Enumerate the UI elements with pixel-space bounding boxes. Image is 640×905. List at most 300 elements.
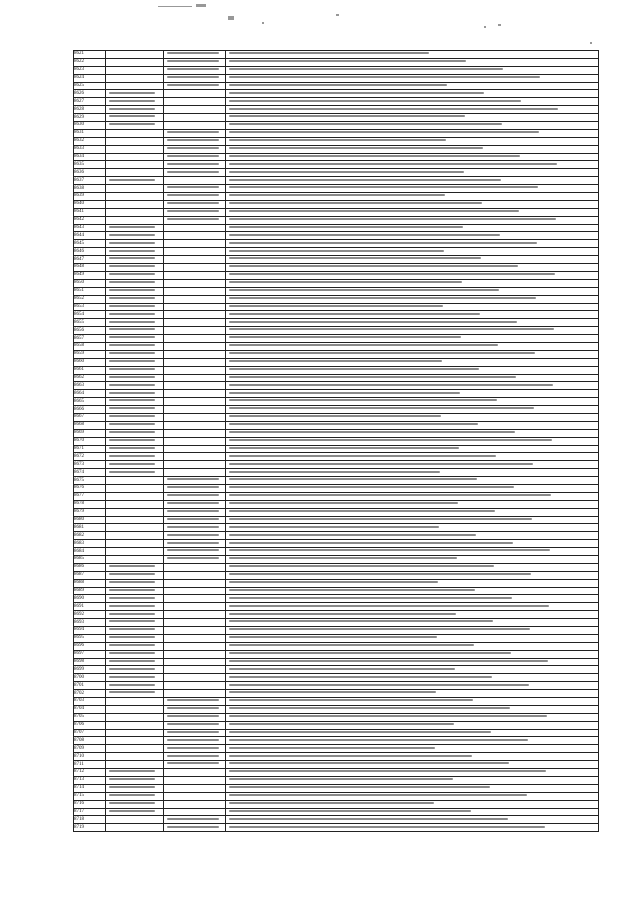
address-cell: [226, 437, 599, 445]
table-row: [74, 232, 599, 240]
table-row: [74, 137, 599, 145]
cadastral-number-cell: [106, 453, 164, 461]
row-number: 8667: [74, 413, 106, 421]
table-row: [74, 327, 599, 335]
table-row: [74, 461, 599, 469]
cadastral-number-cell: [164, 421, 226, 429]
cadastral-number-cell: [164, 508, 226, 516]
cadastral-number-cell: [164, 311, 226, 319]
cadastral-number-cell: [164, 571, 226, 579]
table-row: [74, 469, 599, 477]
row-number: 8621: [74, 51, 106, 59]
cadastral-number-cell: [106, 90, 164, 98]
address-cell: [226, 492, 599, 500]
address-cell: [226, 122, 599, 130]
cadastral-number-cell: [164, 563, 226, 571]
address-cell: [226, 705, 599, 713]
cadastral-number-cell: [106, 248, 164, 256]
row-number: 8653: [74, 303, 106, 311]
table-row: [74, 737, 599, 745]
table-row: [74, 540, 599, 548]
table-row: [74, 350, 599, 358]
address-cell: [226, 477, 599, 485]
row-number: 8637: [74, 177, 106, 185]
row-number: 8673: [74, 461, 106, 469]
cadastral-number-cell: [164, 358, 226, 366]
address-cell: [226, 256, 599, 264]
row-number: 8684: [74, 548, 106, 556]
address-cell: [226, 563, 599, 571]
cadastral-number-cell: [106, 721, 164, 729]
row-number: 8707: [74, 729, 106, 737]
address-cell: [226, 769, 599, 777]
address-cell: [226, 319, 599, 327]
cadastral-number-cell: [164, 169, 226, 177]
address-cell: [226, 295, 599, 303]
cadastral-number-cell: [164, 287, 226, 295]
address-cell: [226, 58, 599, 66]
cadastral-number-cell: [164, 264, 226, 272]
table-row: [74, 650, 599, 658]
cadastral-number-cell: [106, 350, 164, 358]
address-cell: [226, 690, 599, 698]
table-row: [74, 216, 599, 224]
row-number: 8656: [74, 327, 106, 335]
row-number: 8699: [74, 666, 106, 674]
address-cell: [226, 185, 599, 193]
row-number: 8703: [74, 698, 106, 706]
row-number: 8630: [74, 122, 106, 130]
cadastral-number-cell: [164, 674, 226, 682]
row-number: 8642: [74, 216, 106, 224]
cadastral-number-cell: [164, 603, 226, 611]
cadastral-number-cell: [164, 492, 226, 500]
address-cell: [226, 398, 599, 406]
row-number: 8695: [74, 634, 106, 642]
cadastral-number-cell: [106, 82, 164, 90]
table-row: [74, 761, 599, 769]
address-cell: [226, 358, 599, 366]
cadastral-number-cell: [164, 114, 226, 122]
address-cell: [226, 216, 599, 224]
table-row: [74, 248, 599, 256]
row-number: 8628: [74, 106, 106, 114]
address-cell: [226, 800, 599, 808]
row-number: 8654: [74, 311, 106, 319]
table-row: [74, 824, 599, 832]
table-row: [74, 358, 599, 366]
row-number: 8701: [74, 682, 106, 690]
row-number: 8660: [74, 358, 106, 366]
table-row: [74, 753, 599, 761]
address-cell: [226, 461, 599, 469]
cadastral-number-cell: [164, 540, 226, 548]
cadastral-number-cell: [106, 516, 164, 524]
table-row: [74, 516, 599, 524]
row-number: 8644: [74, 232, 106, 240]
row-number: 8700: [74, 674, 106, 682]
cadastral-number-cell: [106, 216, 164, 224]
table-row: [74, 666, 599, 674]
cadastral-number-cell: [164, 800, 226, 808]
cadastral-number-cell: [106, 319, 164, 327]
cadastral-number-cell: [106, 753, 164, 761]
cadastral-number-cell: [164, 161, 226, 169]
table-row: [74, 279, 599, 287]
cadastral-number-cell: [164, 713, 226, 721]
table-row: [74, 303, 599, 311]
table-row: [74, 769, 599, 777]
cadastral-number-cell: [106, 66, 164, 74]
row-number: 8638: [74, 185, 106, 193]
row-number: 8624: [74, 74, 106, 82]
cadastral-number-cell: [106, 303, 164, 311]
cadastral-number-cell: [164, 721, 226, 729]
cadastral-number-cell: [164, 658, 226, 666]
cadastral-number-cell: [106, 500, 164, 508]
row-number: 8626: [74, 90, 106, 98]
row-number: 8681: [74, 524, 106, 532]
cadastral-number-cell: [106, 705, 164, 713]
address-cell: [226, 540, 599, 548]
table-row: [74, 240, 599, 248]
table-row: [74, 627, 599, 635]
address-cell: [226, 129, 599, 137]
table-row: [74, 161, 599, 169]
row-number: 8705: [74, 713, 106, 721]
row-number: 8702: [74, 690, 106, 698]
address-cell: [226, 66, 599, 74]
cadastral-number-cell: [106, 398, 164, 406]
cadastral-number-cell: [106, 587, 164, 595]
table-row: [74, 674, 599, 682]
cadastral-number-cell: [164, 524, 226, 532]
address-cell: [226, 792, 599, 800]
table-row: [74, 74, 599, 82]
row-number: 8655: [74, 319, 106, 327]
row-number: 8640: [74, 200, 106, 208]
cadastral-number-cell: [106, 776, 164, 784]
table-row: [74, 776, 599, 784]
cadastral-number-cell: [164, 784, 226, 792]
cadastral-number-cell: [164, 682, 226, 690]
row-number: 8643: [74, 224, 106, 232]
table-row: [74, 634, 599, 642]
cadastral-number-cell: [106, 240, 164, 248]
table-row: [74, 532, 599, 540]
cadastral-number-cell: [164, 548, 226, 556]
row-number: 8672: [74, 453, 106, 461]
address-cell: [226, 579, 599, 587]
cadastral-number-cell: [164, 461, 226, 469]
address-cell: [226, 776, 599, 784]
cadastral-number-cell: [106, 279, 164, 287]
address-cell: [226, 374, 599, 382]
table-row: [74, 619, 599, 627]
cadastral-number-cell: [106, 106, 164, 114]
cadastral-number-cell: [106, 698, 164, 706]
table-row: [74, 271, 599, 279]
cadastral-number-cell: [164, 335, 226, 343]
table-row: [74, 690, 599, 698]
row-number: 8686: [74, 563, 106, 571]
cadastral-number-cell: [106, 761, 164, 769]
cadastral-number-cell: [164, 390, 226, 398]
table-row: [74, 413, 599, 421]
row-number: 8668: [74, 421, 106, 429]
cadastral-number-cell: [164, 98, 226, 106]
row-number: 8669: [74, 429, 106, 437]
cadastral-number-cell: [164, 58, 226, 66]
row-number: 8704: [74, 705, 106, 713]
table-row: [74, 51, 599, 59]
cadastral-number-cell: [106, 137, 164, 145]
cadastral-number-cell: [164, 177, 226, 185]
table-row: [74, 745, 599, 753]
table-row: [74, 603, 599, 611]
cadastral-number-cell: [164, 200, 226, 208]
scan-artifacts: [0, 0, 640, 50]
table-row: [74, 721, 599, 729]
table-row: [74, 698, 599, 706]
row-number: 8708: [74, 737, 106, 745]
cadastral-number-cell: [106, 674, 164, 682]
table-row: [74, 129, 599, 137]
table-row: [74, 477, 599, 485]
cadastral-number-cell: [164, 500, 226, 508]
cadastral-number-cell: [106, 603, 164, 611]
table-row: [74, 193, 599, 201]
cadastral-number-cell: [164, 690, 226, 698]
cadastral-number-cell: [106, 524, 164, 532]
cadastral-number-cell: [164, 90, 226, 98]
cadastral-number-cell: [106, 548, 164, 556]
address-cell: [226, 761, 599, 769]
cadastral-number-cell: [164, 374, 226, 382]
address-cell: [226, 737, 599, 745]
cadastral-number-cell: [106, 161, 164, 169]
row-number: 8717: [74, 808, 106, 816]
row-number: 8711: [74, 761, 106, 769]
address-cell: [226, 516, 599, 524]
row-number: 8709: [74, 745, 106, 753]
row-number: 8648: [74, 264, 106, 272]
cadastral-number-cell: [164, 516, 226, 524]
table-row: [74, 808, 599, 816]
table-row: [74, 311, 599, 319]
row-number: 8687: [74, 571, 106, 579]
address-cell: [226, 729, 599, 737]
cadastral-number-cell: [164, 627, 226, 635]
cadastral-number-cell: [164, 453, 226, 461]
row-number: 8682: [74, 532, 106, 540]
table-row: [74, 445, 599, 453]
table-row: [74, 524, 599, 532]
cadastral-number-cell: [106, 382, 164, 390]
cadastral-number-cell: [106, 122, 164, 130]
cadastral-number-cell: [164, 556, 226, 564]
address-cell: [226, 650, 599, 658]
address-cell: [226, 208, 599, 216]
row-number: 8657: [74, 335, 106, 343]
cadastral-number-cell: [106, 508, 164, 516]
cadastral-number-cell: [106, 690, 164, 698]
cadastral-number-cell: [164, 753, 226, 761]
table-row: [74, 492, 599, 500]
table-row: [74, 437, 599, 445]
cadastral-number-cell: [106, 185, 164, 193]
table-row: [74, 563, 599, 571]
table-row: [74, 366, 599, 374]
table-row: [74, 682, 599, 690]
cadastral-number-cell: [106, 769, 164, 777]
register-body: [74, 51, 599, 832]
address-cell: [226, 713, 599, 721]
table-row: [74, 185, 599, 193]
address-cell: [226, 342, 599, 350]
row-number: 8629: [74, 114, 106, 122]
table-row: [74, 58, 599, 66]
cadastral-number-cell: [106, 98, 164, 106]
cadastral-number-cell: [164, 808, 226, 816]
cadastral-number-cell: [164, 129, 226, 137]
cadastral-number-cell: [106, 200, 164, 208]
table-row: [74, 169, 599, 177]
row-number: 8670: [74, 437, 106, 445]
table-row: [74, 374, 599, 382]
cadastral-number-cell: [106, 311, 164, 319]
address-cell: [226, 90, 599, 98]
cadastral-number-cell: [106, 366, 164, 374]
cadastral-number-cell: [106, 556, 164, 564]
row-number: 8645: [74, 240, 106, 248]
row-number: 8675: [74, 477, 106, 485]
table-row: [74, 508, 599, 516]
address-cell: [226, 658, 599, 666]
cadastral-number-cell: [106, 421, 164, 429]
table-row: [74, 90, 599, 98]
row-number: 8646: [74, 248, 106, 256]
cadastral-number-cell: [106, 295, 164, 303]
row-number: 8690: [74, 595, 106, 603]
address-cell: [226, 642, 599, 650]
cadastral-number-cell: [164, 579, 226, 587]
row-number: 8641: [74, 208, 106, 216]
table-row: [74, 484, 599, 492]
address-cell: [226, 816, 599, 824]
cadastral-number-cell: [106, 208, 164, 216]
cadastral-number-cell: [106, 224, 164, 232]
address-cell: [226, 508, 599, 516]
cadastral-number-cell: [164, 769, 226, 777]
cadastral-number-cell: [106, 650, 164, 658]
table-row: [74, 729, 599, 737]
cadastral-number-cell: [164, 406, 226, 414]
cadastral-number-cell: [164, 248, 226, 256]
table-row: [74, 153, 599, 161]
table-row: [74, 784, 599, 792]
row-number: 8678: [74, 500, 106, 508]
cadastral-number-cell: [164, 729, 226, 737]
table-row: [74, 429, 599, 437]
cadastral-number-cell: [164, 634, 226, 642]
cadastral-number-cell: [164, 587, 226, 595]
cadastral-number-cell: [106, 800, 164, 808]
table-row: [74, 66, 599, 74]
table-row: [74, 114, 599, 122]
row-number: 8689: [74, 587, 106, 595]
row-number: 8683: [74, 540, 106, 548]
cadastral-number-cell: [106, 611, 164, 619]
address-cell: [226, 548, 599, 556]
table-row: [74, 800, 599, 808]
cadastral-number-cell: [106, 358, 164, 366]
address-cell: [226, 161, 599, 169]
cadastral-number-cell: [164, 532, 226, 540]
address-cell: [226, 611, 599, 619]
row-number: 8649: [74, 271, 106, 279]
cadastral-number-cell: [164, 224, 226, 232]
cadastral-number-cell: [106, 540, 164, 548]
cadastral-number-cell: [164, 137, 226, 145]
cadastral-number-cell: [164, 398, 226, 406]
cadastral-number-cell: [106, 824, 164, 832]
row-number: 8712: [74, 769, 106, 777]
address-cell: [226, 366, 599, 374]
table-row: [74, 548, 599, 556]
table-row: [74, 571, 599, 579]
cadastral-number-cell: [164, 745, 226, 753]
cadastral-number-cell: [164, 698, 226, 706]
address-cell: [226, 240, 599, 248]
table-row: [74, 792, 599, 800]
table-row: [74, 658, 599, 666]
address-cell: [226, 224, 599, 232]
address-cell: [226, 169, 599, 177]
row-number: 8692: [74, 611, 106, 619]
address-cell: [226, 682, 599, 690]
row-number: 8674: [74, 469, 106, 477]
row-number: 8671: [74, 445, 106, 453]
cadastral-number-cell: [164, 642, 226, 650]
cadastral-number-cell: [164, 295, 226, 303]
cadastral-number-cell: [106, 58, 164, 66]
cadastral-number-cell: [106, 579, 164, 587]
address-cell: [226, 824, 599, 832]
cadastral-number-cell: [106, 169, 164, 177]
table-row: [74, 611, 599, 619]
cadastral-number-cell: [164, 484, 226, 492]
address-cell: [226, 264, 599, 272]
table-row: [74, 200, 599, 208]
address-cell: [226, 445, 599, 453]
cadastral-number-cell: [106, 492, 164, 500]
cadastral-number-cell: [106, 413, 164, 421]
cadastral-number-cell: [106, 287, 164, 295]
cadastral-number-cell: [106, 177, 164, 185]
address-cell: [226, 74, 599, 82]
cadastral-number-cell: [164, 153, 226, 161]
cadastral-number-cell: [106, 571, 164, 579]
address-cell: [226, 745, 599, 753]
address-cell: [226, 413, 599, 421]
table-row: [74, 208, 599, 216]
row-number: 8697: [74, 650, 106, 658]
register-table: [73, 50, 599, 832]
cadastral-number-cell: [106, 666, 164, 674]
cadastral-number-cell: [164, 366, 226, 374]
row-number: 8706: [74, 721, 106, 729]
